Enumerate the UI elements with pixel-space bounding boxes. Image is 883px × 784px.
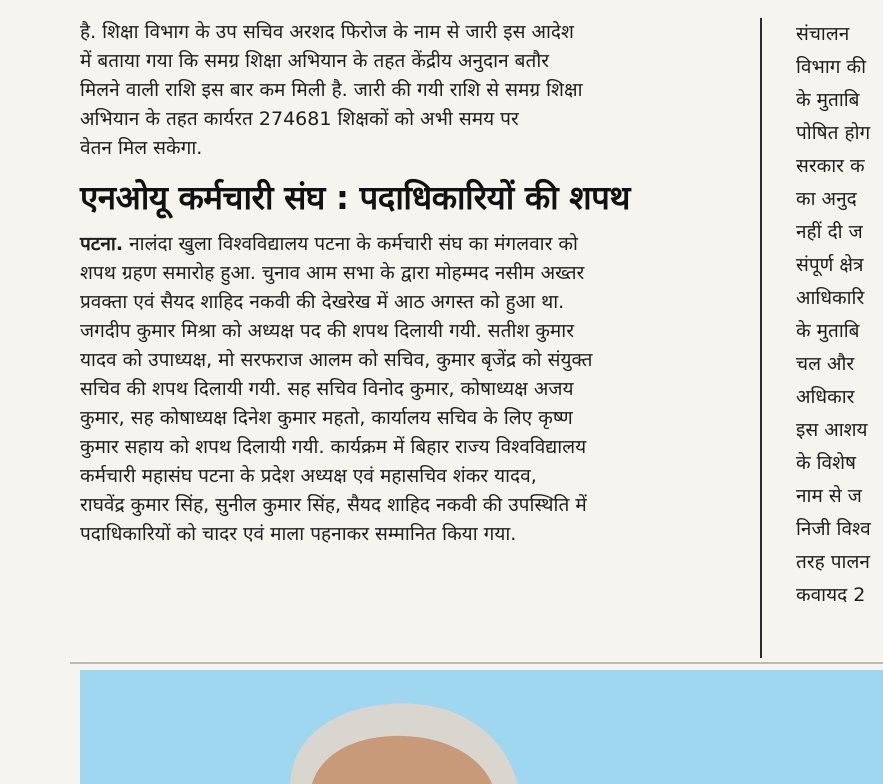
right-column-line: आधिकारि (796, 287, 865, 309)
right-column-line: संचालन (796, 23, 850, 45)
right-column-line: संपूर्ण क्षेत्र (796, 254, 864, 276)
photo-illustration (80, 670, 883, 784)
right-column-line: का अनुद (796, 188, 857, 210)
section-divider (70, 662, 883, 664)
article-headline: एनओयू कर्मचारी संघ : पदाधिकारियों की शपथ (80, 178, 630, 217)
right-column-line: के विशेष (796, 452, 857, 474)
right-column-line: के मुताबि (796, 320, 860, 342)
right-column-line: पोषित होग (796, 122, 871, 144)
right-column-line: के मुताबि (796, 89, 860, 111)
right-column-line: विभाग की (796, 56, 867, 78)
right-column-line: चल और (796, 353, 855, 375)
right-column-line: इस आशय (796, 419, 868, 441)
article-dateline: पटना. (80, 233, 124, 255)
news-photo (80, 670, 883, 784)
right-column-line: सरकार क (796, 155, 865, 177)
right-column-line: नहीं दी ज (796, 221, 863, 243)
left-column (80, 18, 740, 549)
right-column-line: अधिकार (796, 386, 855, 408)
right-column-line: कवायद 2 (796, 584, 866, 606)
right-column-line: तरह पालन (796, 551, 870, 573)
article-continuation-text: है. शिक्षा विभाग के उप सचिव अरशद फिरोज के नाम से जारी इस आदेश में बताया गया कि समग्र शिक्षा अभियान के तहत केंद्रीय अनुदान बतौर मिलने वाली राशि इस बार कम मिली है. जारी की गयी राशि से समग्र शिक्षा अभियान के तहत कार्यरत 274681 शिक्षकों को अभी समय पर वेतन मिल सकेगा. (80, 21, 583, 159)
right-column-line: नाम से ज (796, 485, 862, 507)
article-body (80, 230, 740, 549)
right-column-line: निजी विश्व (796, 518, 871, 540)
article-body-text: नालंदा खुला विश्वविद्यालय पटना के कर्मचारी संघ का मंगलवार को शपथ ग्रहण समारोह हुआ. चुनाव आम सभा के द्वारा मोहम्मद नसीम अख्तर प्रवक्ता एवं सैयद शाहिद नकवी की देखरेख में आठ अगस्त को हुआ था. जगदीप कुमार मिश्रा को अध्यक्ष पद की शपथ दिलायी गयी. सतीश कुमार यादव को उपाध्यक्ष, मो सरफराज आलम को सचिव, कुमार बृजेंद्र को संयुक्त सचिव की शपथ दिलायी गयी. सह सचिव विनोद कुमार, कोषाध्यक्ष अजय कुमार, सह कोषाध्यक्ष दिनेश कुमार महतो, कार्यालय सचिव के लिए कृष्ण कुमार सहाय को शपथ दिलायी गयी. कार्यक्रम में बिहार राज्य विश्वविद्यालय कर्मचारी महासंघ पटना के प्रदेश अध्यक्ष एवं महासचिव शंकर यादव, राघवेंद्र कुमार सिंह, सुनील कुमार सिंह, सैयद शाहिद नकवी की उपस्थिति में पदाधिकारियों को चादर एवं माला पहनाकर सम्मानित किया गया. (80, 233, 593, 545)
right-column-clipped (796, 18, 883, 612)
column-divider (760, 18, 762, 658)
